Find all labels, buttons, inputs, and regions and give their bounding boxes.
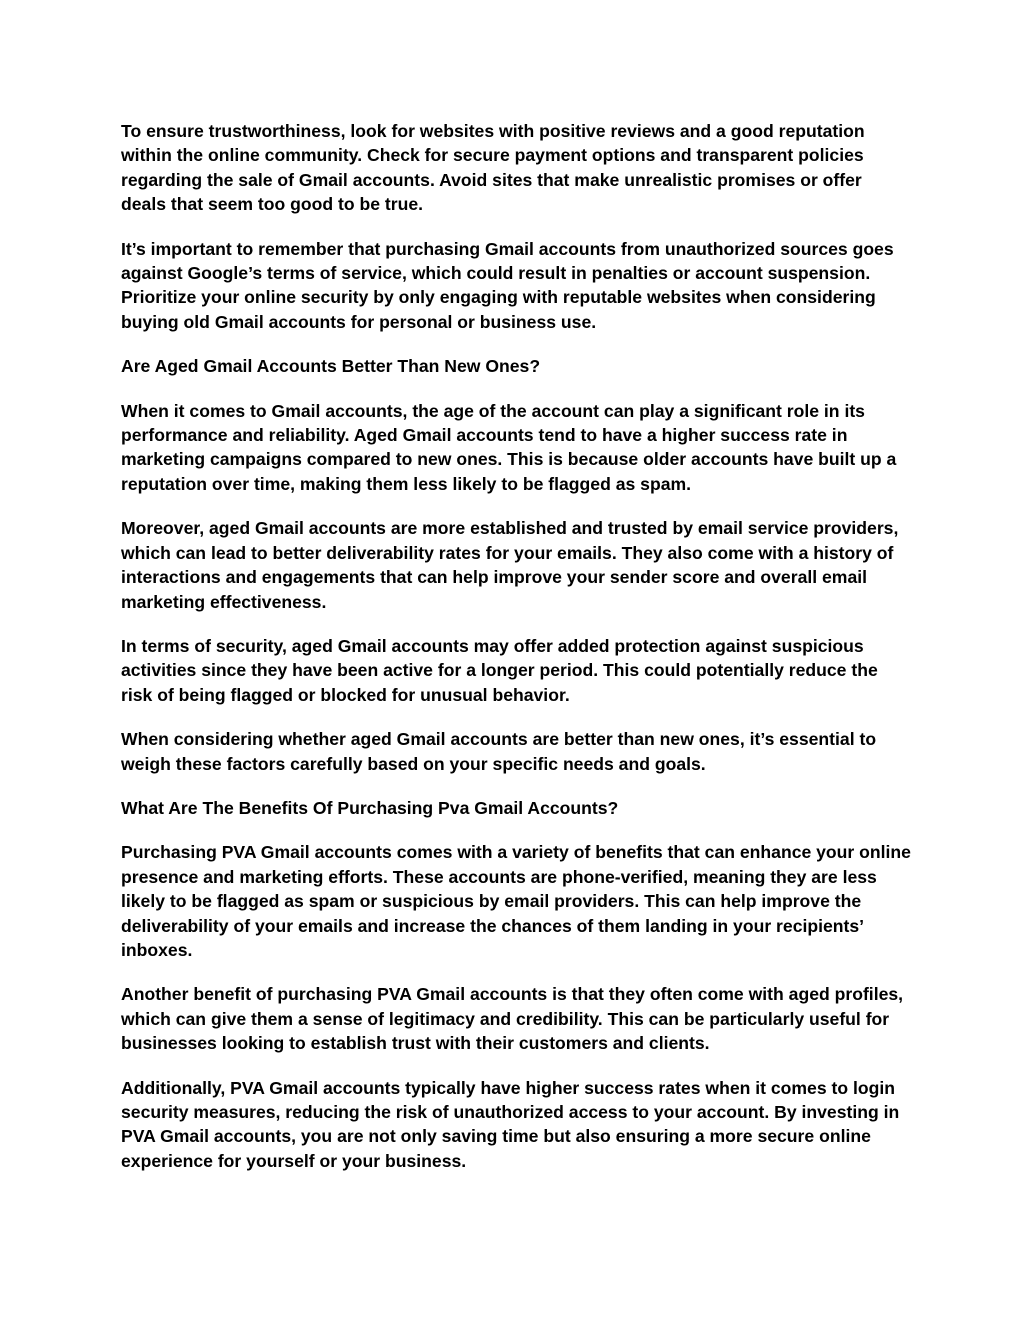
paragraph-security: In terms of security, aged Gmail accounts may offer added protection against suspicious activities since they have been active for a longer period. This could potentially reduce the risk of being flagged or blocked for unusual behavior. bbox=[121, 635, 878, 705]
paragraph-aged-profiles: Another benefit of purchasing PVA Gmail accounts is that they often come with aged profiles, which can give them a sense of legitimacy and credibility. This can be particularly useful for businesses looking to establish trust with their customers and clients. bbox=[121, 984, 904, 1054]
paragraph-account-age: When it comes to Gmail accounts, the age of the account can play a significant role in its performance and reliability. Aged Gmail accounts tend to have a higher success rate in marketing campaigns compared to new ones. This is because older accounts have built up a reputation over time, making them less likely to be flagged as spam. bbox=[121, 400, 897, 494]
paragraph-trustworthiness: To ensure trustworthiness, look for websites with positive reviews and a good reputation within the online community. Check for secure payment options and transparent policies regarding the sale of Gmail accounts. Avoid sites that make unrealistic promises or offer deals that seem too good to be true. bbox=[121, 121, 865, 215]
paragraph-deliverability: Moreover, aged Gmail accounts are more established and trusted by email service providers, which can lead to better deliverability rates for your emails. They also come with a history of interactions and engagements that can help improve your sender score and overall email marketing effectiveness. bbox=[121, 518, 899, 612]
paragraph-considering: When considering whether aged Gmail accounts are better than new ones, it’s essential to weigh these factors carefully based on your specific needs and goals. bbox=[121, 729, 877, 774]
paragraph-pva-benefits: Purchasing PVA Gmail accounts comes with a variety of benefits that can enhance your online presence and marketing efforts. These accounts are phone-verified, meaning they are less likely to be flagged as spam or suspicious by email providers. This can help improve the deliverability of your emails and increase the chances of them landing in your recipients’ inboxes. bbox=[121, 842, 911, 960]
document-body bbox=[121, 119, 911, 1193]
paragraph-google-terms: It’s important to remember that purchasing Gmail accounts from unauthorized sources goes against Google’s terms of service, which could result in penalties or account suspension. Prioritize your online security by only engaging with reputable websites when considering buying old Gmail accounts for personal or business use. bbox=[121, 238, 894, 332]
paragraph-login-security: Additionally, PVA Gmail accounts typically have higher success rates when it comes to login security measures, reducing the risk of unauthorized access to your account. By investing in PVA Gmail accounts, you are not only saving time but also ensuring a more secure online experience for yourself or your business. bbox=[121, 1077, 900, 1171]
heading-aged-vs-new: Are Aged Gmail Accounts Better Than New Ones? bbox=[121, 356, 541, 377]
heading-pva-benefits: What Are The Benefits Of Purchasing Pva Gmail Accounts? bbox=[121, 797, 619, 818]
